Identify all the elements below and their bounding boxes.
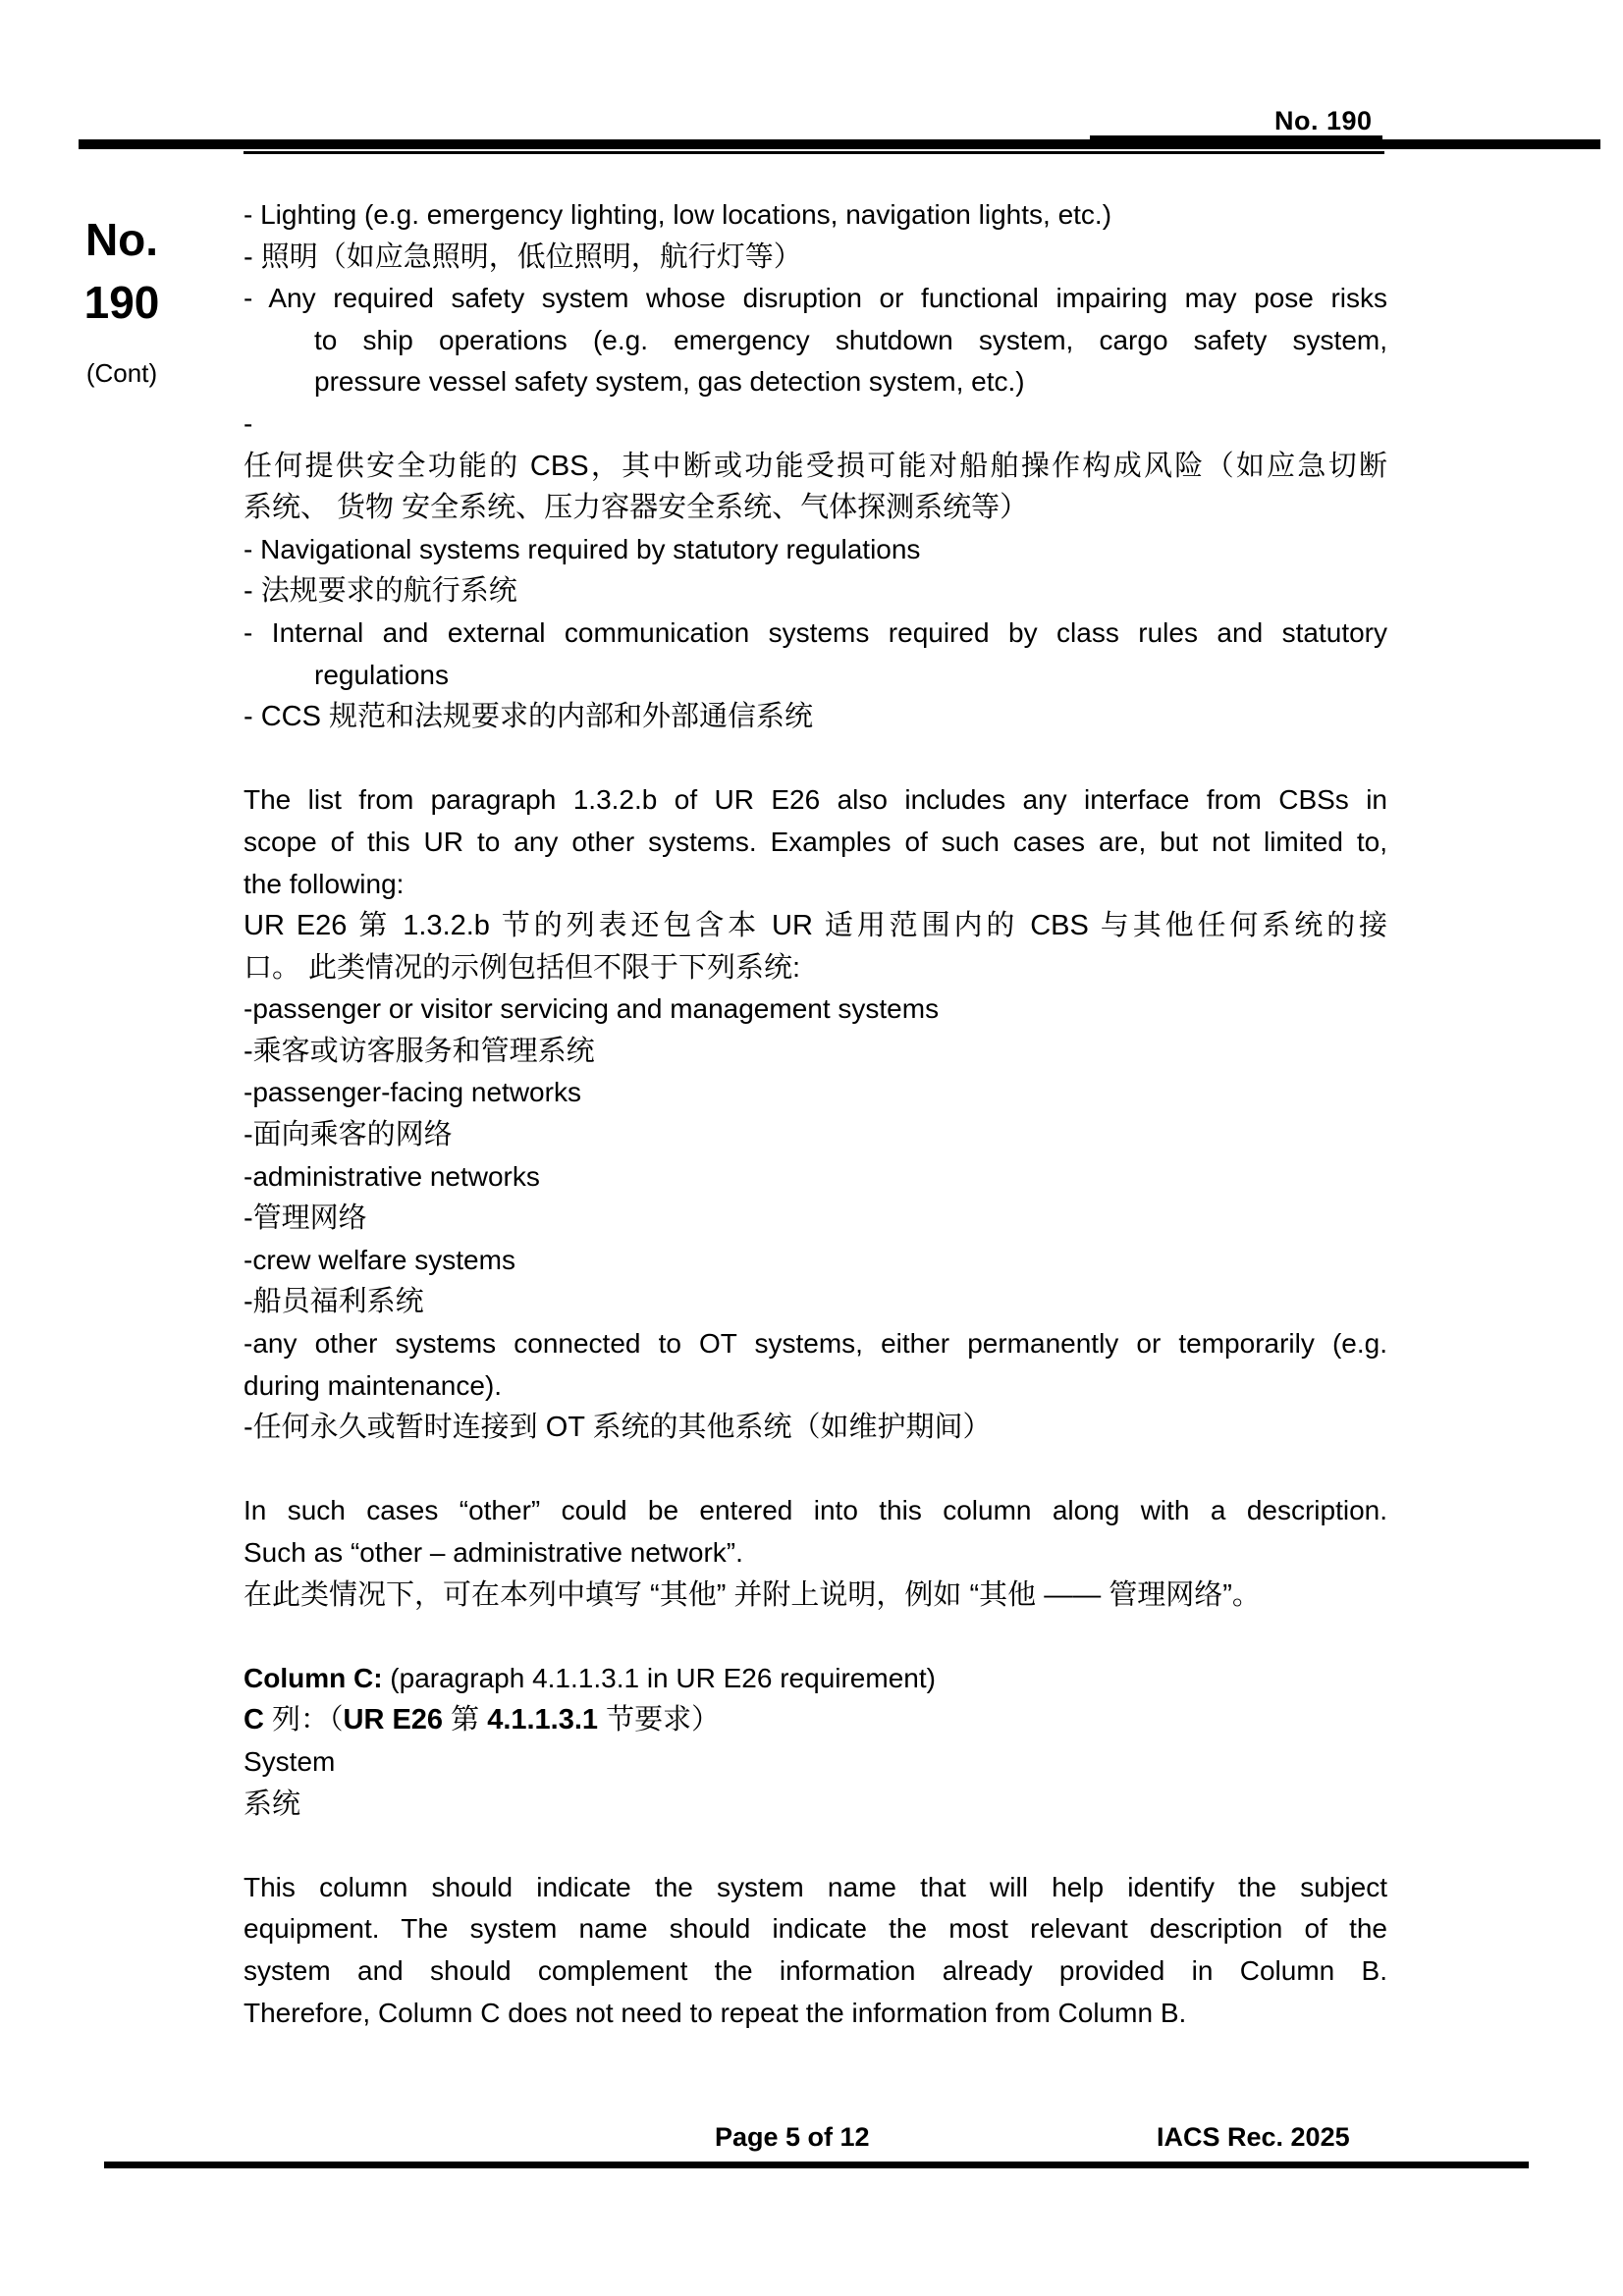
body-line: -any other systems connected to OT systems, either permanently or temporarily (e.g. [243, 1328, 1387, 1360]
body-line: 系统、 货物 安全系统、压力容器安全系统、气体探测系统等） [243, 492, 1029, 524]
body-line: -crew welfare systems [243, 1244, 515, 1275]
column-c-ref: (paragraph 4.1.1.3.1 in UR E26 requirement) [382, 1662, 936, 1693]
margin-doc-number-block [57, 208, 187, 391]
body-line: -passenger or visitor servicing and management systems [243, 993, 940, 1025]
column-c-zh-seg: C [243, 1704, 272, 1736]
body-line-column-c-heading-zh [243, 1699, 1387, 1741]
body-line: 在此类情况下，可在本列中填写 “其他” 并附上说明，例如 “其他 —— 管理网络”。 [243, 1578, 1261, 1611]
body-line: pressure vessel safety system, gas detection system, etc.) [314, 366, 1025, 398]
body-line: during maintenance). [243, 1369, 503, 1401]
body-line: system and should complement the information already provided in Column B. [243, 1954, 1387, 1986]
column-c-zh-seg: 4.1.1.3.1 [487, 1704, 599, 1736]
body-line: Therefore, Column C does not need to repeat the information from Column B. [243, 1997, 1187, 2028]
body-line: scope of this UR to any other systems. Examples of such cases are, but not limited to, [243, 826, 1387, 857]
column-c-zh-seg: UR E26 [343, 1704, 452, 1736]
body-line: -任何永久或暂时连接到 OT 系统的其他系统（如维护期间） [243, 1412, 992, 1444]
body-line: In such cases “other” could be entered into this column along with a description. [243, 1495, 1387, 1526]
header-thin-rule [243, 151, 1384, 154]
body-line: System [243, 1745, 336, 1777]
body-line: -船员福利系统 [243, 1286, 424, 1318]
header-thick-rule [79, 139, 1600, 149]
body-line: regulations [314, 659, 449, 690]
body-line-column-c-heading [243, 1658, 1387, 1700]
body-line: UR E26 第 1.3.2.b 节的列表还包含本 UR 适用范围内的 CBS 与其他任何系统的接 [243, 910, 1387, 942]
body-line: 口。 此类情况的示例包括但不限于下列系统: [243, 951, 801, 984]
body-line: The list from paragraph 1.3.2.b of UR E26 also includes any interface from CBSs in [243, 784, 1387, 816]
body-line: -administrative networks [243, 1160, 540, 1192]
body-line: the following: [243, 868, 405, 899]
blank-line [243, 1449, 1387, 1491]
body-line: - Navigational systems required by statutory regulations [243, 533, 921, 564]
body-line: -乘客或访客服务和管理系统 [243, 1035, 595, 1067]
body-line: - [243, 407, 253, 439]
margin-number: 190 [83, 277, 160, 328]
body-line: - 照明（如应急照明，低位照明，航行灯等） [243, 240, 802, 273]
body-line: equipment. The system name should indicate the most relevant description of the [243, 1913, 1387, 1945]
blank-line [243, 1825, 1387, 1867]
footer-rule [104, 2162, 1529, 2168]
body-line: Such as “other – administrative network”. [243, 1537, 743, 1568]
header-doc-number: No. 190 [1274, 106, 1373, 135]
body-line: - Any required safety system whose disruption or functional impairing may pose risks [243, 283, 1387, 314]
body-line: -passenger-facing networks [243, 1077, 581, 1108]
footer-rec-label: IACS Rec. 2025 [1157, 2122, 1350, 2152]
margin-cont-label: (Cont) [85, 358, 158, 388]
body-line: - 法规要求的航行系统 [243, 575, 517, 608]
column-c-label: Column C: [243, 1662, 383, 1693]
body-text-column [243, 194, 1387, 2034]
margin-no-label: No. [84, 214, 159, 265]
body-line: -管理网络 [243, 1202, 367, 1235]
body-line: to ship operations (e.g. emergency shutdown system, cargo safety system, [314, 324, 1387, 355]
body-line: - CCS 规范和法规要求的内部和外部通信系统 [243, 701, 814, 733]
column-c-zh-seg: 第 [451, 1704, 488, 1736]
column-c-zh-seg: 列：（ [272, 1704, 344, 1736]
body-line: - Internal and external communication systems required by class rules and statutory [243, 616, 1387, 648]
footer-page-number: Page 5 of 12 [715, 2122, 870, 2152]
body-line: - Lighting (e.g. emergency lighting, low locations, navigation lights, etc.) [243, 199, 1112, 230]
body-line: 任何提供安全功能的 CBS，其中断或功能受损可能对船舶操作构成风险（如应急切断 [243, 450, 1387, 482]
blank-line [243, 1616, 1387, 1658]
blank-line [243, 738, 1387, 780]
body-line: -面向乘客的网络 [243, 1119, 453, 1151]
body-line: This column should indicate the system name that will help identify the subject [243, 1871, 1387, 1902]
column-c-zh-seg: 节要求） [598, 1704, 721, 1736]
body-line: 系统 [243, 1788, 301, 1820]
